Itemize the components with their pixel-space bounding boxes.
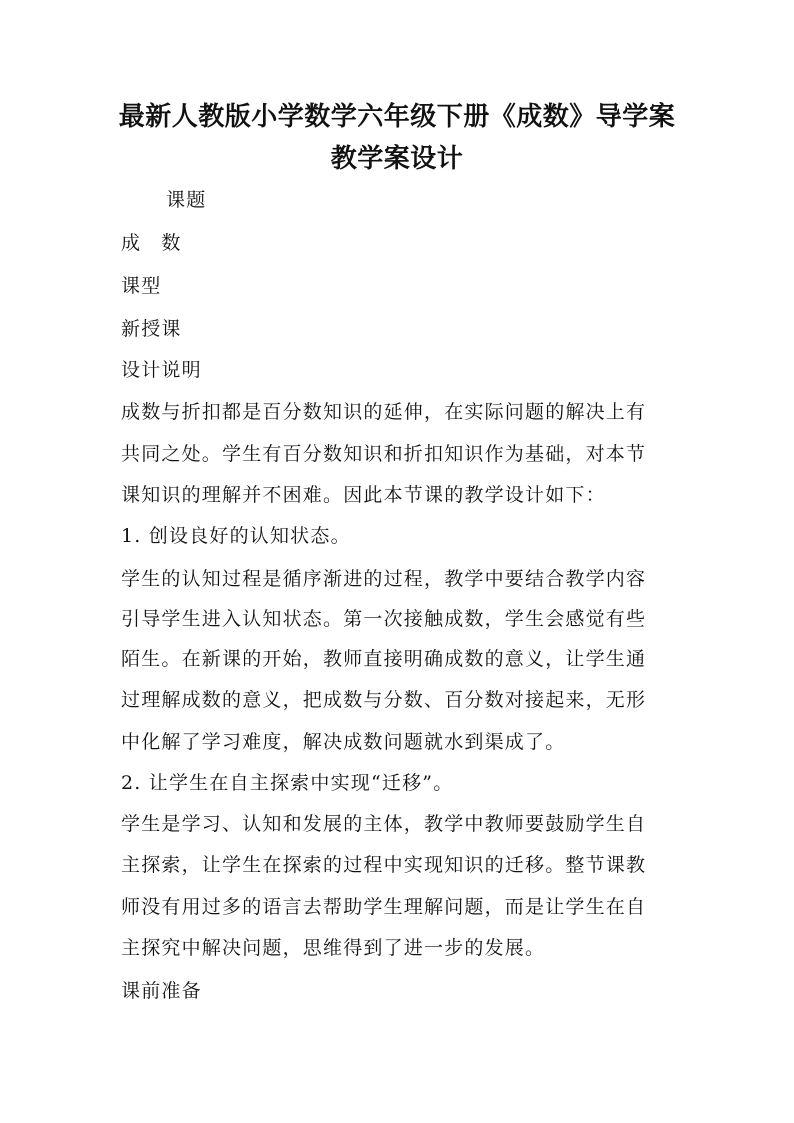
paragraph-line: 学生是学习、认知和发展的主体，教学中教师要鼓励学生自 [121,813,647,835]
document-subtitle: 教学案设计 [330,144,464,174]
label-preparation: 课前准备 [121,980,202,1002]
paragraph-line: 引导学生进入认知状态。第一次接触成数，学生会感觉有些 [121,608,647,630]
paragraph-line: 共同之处。学生有百分数知识和折扣知识作为基础，对本节 [121,443,647,465]
paragraph-line: 主探索，让学生在探索的过程中实现知识的迁移。整节课教 [121,854,647,876]
paragraph-line: 课知识的理解并不困难。因此本节课的教学设计如下： [121,484,606,506]
paragraph-line: 陌生。在新课的开始，教师直接明确成数的意义，让学生通 [121,648,647,670]
paragraph-line: 成数与折扣都是百分数知识的延伸，在实际问题的解决上有 [121,401,647,423]
paragraph-line: 学生的认知过程是循序渐进的过程，教学中要结合教学内容 [121,568,647,590]
label-design-notes: 设计说明 [121,359,202,381]
document-title: 最新人教版小学数学六年级下册《成数》导学案 [118,102,676,132]
value-topic: 成 数 [121,232,182,254]
section-heading-1: 1. 创设良好的认知状态。 [121,525,351,547]
value-lesson-type: 新授课 [121,318,182,340]
paragraph-line: 中化解了学习难度，解决成数问题就水到渠成了。 [121,731,566,753]
label-topic: 课题 [166,189,207,211]
paragraph-line: 过理解成数的意义，把成数与分数、百分数对接起来，无形 [121,689,647,711]
paragraph-line: 师没有用过多的语言去帮助学生理解问题，而是让学生在自 [121,896,647,918]
label-lesson-type: 课型 [121,275,162,297]
section-heading-2: 2. 让学生在自主探索中实现“迁移”。 [121,772,454,794]
paragraph-line: 主探究中解决问题，思维得到了进一步的发展。 [121,937,546,959]
